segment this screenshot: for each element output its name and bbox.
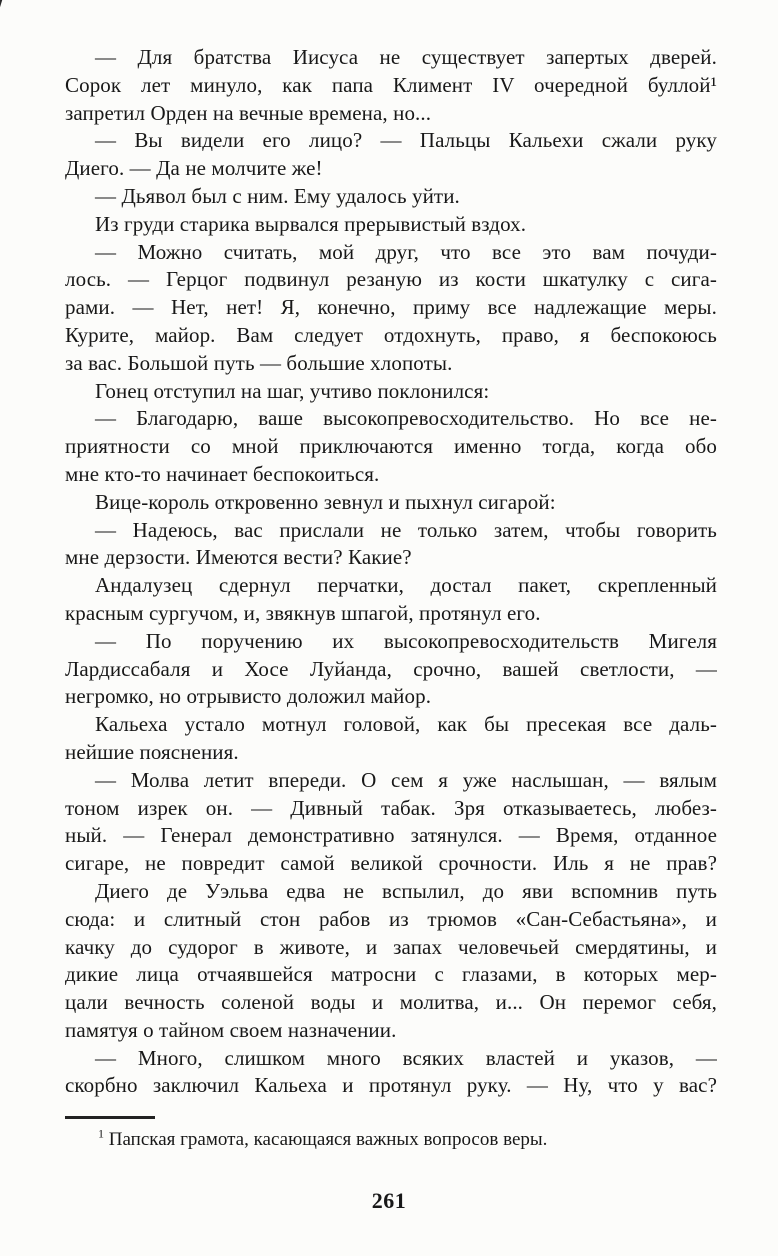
text-line: — Надеюсь, вас прислали не только затем, чтобы говорить (95, 517, 717, 542)
text-line: скорбно заключил Кальеха и протянул руку. — Ну, что у вас? (65, 1073, 717, 1098)
text-line: — По поручению их высокопревосходительств Мигеля (95, 628, 717, 653)
text-line: сюда: и слитный стон рабов из трюмов «Сан-Себастьяна», и (65, 906, 717, 931)
body-text (65, 44, 717, 1100)
footnote (65, 1128, 717, 1152)
text-line: Из груди старика вырвался прерывистый вздох. (95, 211, 527, 236)
text-line: качку до судорог в животе, и запах человечьей смердятины, и (65, 934, 717, 959)
text-line: — Дьявол был с ним. Ему удалось уйти. (95, 183, 460, 208)
text-line: — Можно считать, мой друг, что все это вам почуди- (95, 239, 717, 264)
text-line: нейшие пояснения. (65, 739, 239, 764)
text-line: Андалузец сдернул перчатки, достал пакет, скрепленный (95, 573, 717, 598)
text-line: Диего. — Да не молчите же! (65, 156, 323, 181)
footnote-text: Папская грамота, касающаяся важных вопросов веры. (108, 1129, 548, 1150)
text-line: сигаре, не повредит самой великой срочности. Иль я не прав? (65, 851, 717, 876)
text-line: лось. — Герцог подвинул резаную из кости шкатулку с сига- (65, 267, 717, 292)
text-line: запретил Орден на вечные времена, но... (65, 100, 432, 125)
text-line: Диего де Уэльва едва не вспылил, до яви вспомнив путь (95, 878, 717, 903)
text-line: за вас. Большой путь — большие хлопоты. (65, 350, 453, 375)
footnote-divider (65, 1116, 155, 1119)
text-line: негромко, но отрывисто доложил майор. (65, 684, 432, 709)
text-line: ный. — Генерал демонстративно затянулся. — Время, отданное (65, 823, 717, 848)
text-line: — Благодарю, ваше высокопревосходительство. Но все не- (95, 406, 717, 431)
text-line: приятности со мной приключаются именно тогда, когда обо (65, 434, 717, 459)
text-line: — Для братства Иисуса не существует запертых дверей. (95, 45, 717, 69)
footnote-marker: 1 (98, 1126, 104, 1141)
text-line: Гонец отступил на шаг, учтиво поклонился: (95, 378, 490, 403)
text-line: — Много, слишком много всяких властей и указов, — (95, 1045, 717, 1070)
text-line: Кальеха устало мотнул головой, как бы пресекая все даль- (95, 712, 717, 737)
text-line: дикие лица отчаявшейся матросни с глазами, в которых мер- (65, 962, 717, 987)
text-line: Сорок лет минуло, как папа Климент IV очередной буллой¹ (65, 72, 717, 97)
text-line: Лардиссабаля и Хосе Луйанда, срочно, вашей светлости, — (65, 656, 717, 681)
text-line: Курите, майор. Вам следует отдохнуть, право, я беспокоюсь (65, 322, 717, 347)
text-line: — Вы видели его лицо? — Пальцы Кальехи сжали руку (95, 128, 717, 153)
text-line: памятуя о тайном своем назначении. (65, 1017, 397, 1042)
text-line: цали вечность соленой воды и молитва, и... Он перемог себя, (65, 990, 717, 1015)
text-line: красным сургучом, и, звякнув шпагой, протянул его. (65, 600, 541, 625)
text-line: мне кто-то начинает беспокоиться. (65, 461, 380, 486)
text-line: Вице-король откровенно зевнул и пыхнул сигарой: (95, 489, 556, 514)
text-line: мне дерзости. Имеются вести? Какие? (65, 545, 412, 570)
scan-corner-mark (0, 0, 4, 33)
text-line: тоном изрек он. — Дивный табак. Зря отказываетесь, любез- (65, 795, 717, 820)
text-line: рами. — Нет, нет! Я, конечно, приму все надлежащие меры. (65, 295, 717, 320)
text-line: — Молва летит впереди. О сем я уже наслышан, — вялым (95, 767, 717, 792)
page-number: 261 (371, 1188, 407, 1213)
